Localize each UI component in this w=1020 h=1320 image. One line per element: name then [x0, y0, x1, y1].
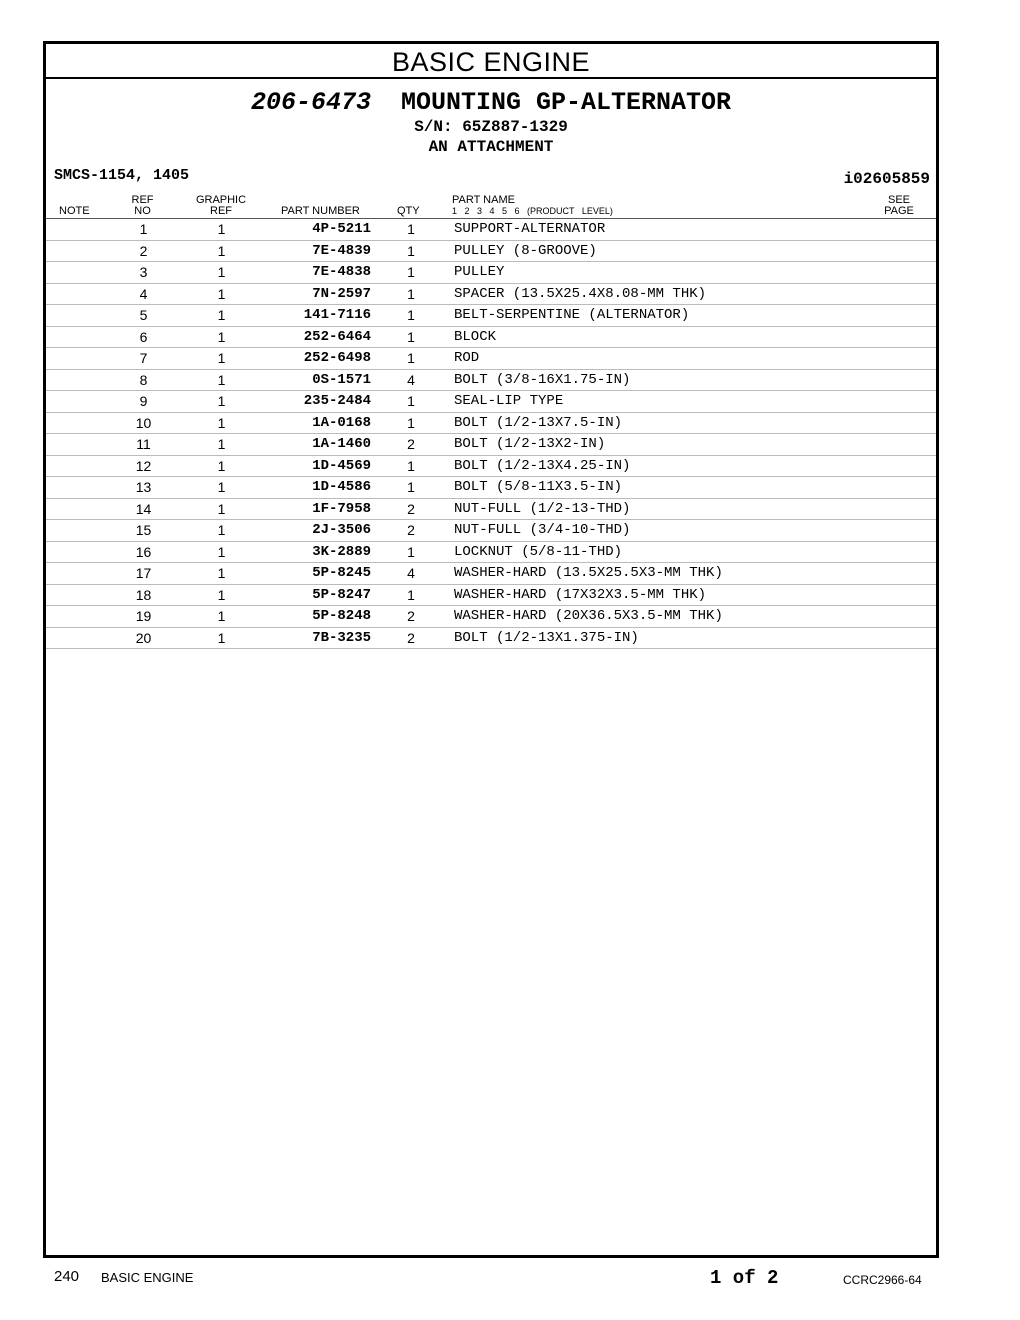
- parts-table: [46, 219, 936, 649]
- part-number-cell: 1D-4586: [312, 479, 371, 495]
- part-number-cell: 7B-3235: [312, 629, 371, 646]
- graphic-ref-cell: 1: [217, 479, 226, 495]
- part-number-cell: 1D-4569: [312, 457, 371, 474]
- qty-cell: 1: [407, 393, 415, 409]
- column-header: [46, 194, 936, 219]
- graphic-ref-cell: 1: [217, 307, 226, 323]
- graphic-ref-cell: 1: [217, 629, 226, 646]
- table-row: [46, 305, 936, 327]
- table-row: [46, 456, 936, 478]
- ref-cell: 17: [135, 565, 152, 581]
- part-name-cell: WASHER-HARD (13.5X25.5X3-MM THK): [454, 565, 723, 581]
- part-number-cell: 5P-8247: [312, 586, 371, 603]
- part-number-cell: 252-6498: [303, 350, 371, 366]
- group-name: MOUNTING GP-ALTERNATOR: [400, 88, 732, 117]
- qty-cell: 1: [407, 328, 415, 345]
- qty-cell: 2: [407, 522, 415, 538]
- table-row: [46, 585, 936, 607]
- part-number-cell: 7E-4838: [312, 264, 371, 280]
- col-note: NOTE: [59, 205, 90, 217]
- graphic-ref-cell: 1: [217, 285, 226, 302]
- part-number-cell: 7N-2597: [312, 285, 371, 302]
- table-row: [46, 606, 936, 628]
- graphic-ref-cell: 1: [217, 414, 226, 431]
- qty-cell: 1: [407, 543, 415, 560]
- qty-cell: 1: [407, 414, 415, 431]
- table-row: [46, 434, 936, 456]
- ref-cell: 19: [135, 608, 152, 624]
- qty-cell: 1: [407, 221, 415, 237]
- graphic-ref-cell: 1: [217, 328, 226, 345]
- part-name-cell: BOLT (1/2-13X2-IN): [454, 436, 606, 452]
- table-row: [46, 391, 936, 413]
- table-row: [46, 241, 936, 263]
- graphic-ref-cell: 1: [217, 436, 226, 452]
- table-row: [46, 628, 936, 650]
- ref-cell: 15: [135, 522, 152, 538]
- part-number-cell: 0S-1571: [312, 371, 371, 388]
- table-row: [46, 327, 936, 349]
- col-ref-bottom: NO: [134, 205, 151, 217]
- footer-doc-code: CCRC2966-64: [843, 1273, 922, 1287]
- part-name-cell: BELT-SERPENTINE (ALTERNATOR): [454, 307, 690, 323]
- qty-cell: 2: [407, 500, 415, 517]
- qty-cell: 1: [407, 350, 415, 366]
- col-part-name-label: PART NAME: [452, 194, 515, 206]
- part-name-cell: BLOCK: [454, 328, 497, 345]
- illustration-id: i02605859: [843, 170, 930, 188]
- table-row: [46, 370, 936, 392]
- part-number-cell: 1A-0168: [312, 414, 371, 431]
- col-product-levels: 1 2 3 4 5 6 (PRODUCT LEVEL): [452, 206, 613, 216]
- section-title: BASIC ENGINE: [46, 44, 936, 79]
- ref-cell: 13: [135, 479, 152, 495]
- qty-cell: 2: [407, 608, 415, 624]
- graphic-ref-cell: 1: [217, 371, 226, 388]
- group-number: 206-6473: [250, 88, 371, 117]
- col-see-bottom: PAGE: [884, 205, 914, 217]
- col-graphic-bottom: REF: [210, 205, 232, 217]
- ref-cell: 1: [139, 221, 148, 237]
- footer-sheet: 1 of 2: [710, 1267, 779, 1289]
- ref-cell: 14: [135, 500, 152, 517]
- part-number-cell: 1A-1460: [312, 436, 371, 452]
- part-number-cell: 5P-8248: [312, 608, 371, 624]
- qty-cell: 1: [407, 242, 415, 259]
- part-name-cell: BOLT (5/8-11X3.5-IN): [454, 479, 623, 495]
- col-qty: QTY: [397, 205, 420, 217]
- qty-cell: 4: [407, 371, 415, 388]
- ref-cell: 7: [139, 350, 148, 366]
- col-see-top: SEE: [887, 194, 910, 206]
- qty-cell: 1: [407, 479, 415, 495]
- ref-cell: 8: [139, 371, 148, 388]
- ref-cell: 2: [139, 242, 148, 259]
- graphic-ref-cell: 1: [217, 586, 226, 603]
- qty-cell: 1: [407, 586, 415, 603]
- ref-cell: 4: [139, 285, 148, 302]
- col-see-page: [882, 195, 916, 217]
- qty-cell: 1: [407, 457, 415, 474]
- part-number-cell: 4P-5211: [312, 221, 371, 237]
- ref-cell: 16: [135, 543, 152, 560]
- qty-cell: 1: [407, 307, 415, 323]
- ref-cell: 12: [135, 457, 152, 474]
- part-number-cell: 3K-2889: [312, 543, 371, 560]
- part-name-cell: LOCKNUT (5/8-11-THD): [454, 543, 623, 560]
- col-ref-no: [130, 195, 155, 217]
- graphic-ref-cell: 1: [217, 221, 226, 237]
- graphic-ref-cell: 1: [217, 500, 226, 517]
- part-name-cell: BOLT (1/2-13X7.5-IN): [454, 414, 623, 431]
- ref-cell: 10: [135, 414, 152, 431]
- graphic-ref-cell: 1: [217, 393, 226, 409]
- table-row: [46, 219, 936, 241]
- smcs-code: SMCS-1154, 1405: [54, 167, 190, 184]
- part-name-cell: BOLT (1/2-13X1.375-IN): [454, 629, 639, 646]
- part-name-cell: NUT-FULL (3/4-10-THD): [454, 522, 631, 538]
- col-part-name: [452, 195, 613, 217]
- ref-cell: 20: [135, 629, 152, 646]
- part-number-cell: 7E-4839: [312, 242, 371, 259]
- graphic-ref-cell: 1: [217, 242, 226, 259]
- part-number-cell: 2J-3506: [312, 522, 371, 538]
- col-ref-top: REF: [131, 194, 154, 206]
- ref-cell: 11: [136, 436, 151, 452]
- qty-cell: 1: [407, 264, 415, 280]
- graphic-ref-cell: 1: [217, 543, 226, 560]
- part-name-cell: PULLEY (8-GROOVE): [454, 242, 597, 259]
- ref-cell: 6: [139, 328, 148, 345]
- footer-page-number: 240: [54, 1268, 80, 1285]
- table-row: [46, 477, 936, 499]
- part-name-cell: PULLEY: [454, 264, 505, 280]
- qty-cell: 2: [407, 436, 415, 452]
- part-name-cell: WASHER-HARD (20X36.5X3.5-MM THK): [454, 608, 723, 624]
- part-name-cell: BOLT (1/2-13X4.25-IN): [454, 457, 631, 474]
- graphic-ref-cell: 1: [217, 565, 226, 581]
- part-name-cell: SEAL-LIP TYPE: [454, 393, 564, 409]
- graphic-ref-cell: 1: [217, 608, 226, 624]
- part-name-cell: SPACER (13.5X25.4X8.08-MM THK): [454, 285, 707, 302]
- part-number-cell: 235-2484: [303, 393, 371, 409]
- table-row: [46, 413, 936, 435]
- qty-cell: 2: [407, 629, 415, 646]
- graphic-ref-cell: 1: [217, 264, 226, 280]
- part-number-cell: 1F-7958: [312, 500, 371, 517]
- table-row: [46, 348, 936, 370]
- table-row: [46, 284, 936, 306]
- part-name-cell: ROD: [454, 350, 480, 366]
- table-row: [46, 520, 936, 542]
- col-graphic-ref: [191, 195, 251, 217]
- part-name-cell: NUT-FULL (1/2-13-THD): [454, 500, 631, 517]
- part-name-cell: WASHER-HARD (17X32X3.5-MM THK): [454, 586, 707, 603]
- col-part-number: PART NUMBER: [281, 205, 360, 217]
- ref-cell: 18: [135, 586, 152, 603]
- attachment-note: AN ATTACHMENT: [428, 138, 554, 156]
- ref-cell: 3: [139, 264, 148, 280]
- qty-cell: 1: [407, 285, 415, 302]
- footer-section: BASIC ENGINE: [101, 1270, 194, 1285]
- qty-cell: 4: [407, 565, 415, 581]
- table-row: [46, 262, 936, 284]
- graphic-ref-cell: 1: [217, 522, 226, 538]
- part-number-cell: 5P-8245: [312, 565, 371, 581]
- table-row: [46, 542, 936, 564]
- part-number-cell: 141-7116: [303, 307, 371, 323]
- graphic-ref-cell: 1: [217, 457, 226, 474]
- part-name-cell: BOLT (3/8-16X1.75-IN): [454, 371, 631, 388]
- ref-cell: 5: [139, 307, 148, 323]
- group-heading: [46, 88, 936, 117]
- part-name-cell: SUPPORT-ALTERNATOR: [454, 221, 606, 237]
- serial-number: S/N: 65Z887-1329: [414, 118, 568, 136]
- part-number-cell: 252-6464: [303, 328, 371, 345]
- table-row: [46, 563, 936, 585]
- ref-cell: 9: [139, 393, 148, 409]
- table-row: [46, 499, 936, 521]
- graphic-ref-cell: 1: [217, 350, 226, 366]
- col-graphic-top: GRAPHIC: [195, 194, 247, 206]
- parts-page-frame: [43, 41, 939, 1258]
